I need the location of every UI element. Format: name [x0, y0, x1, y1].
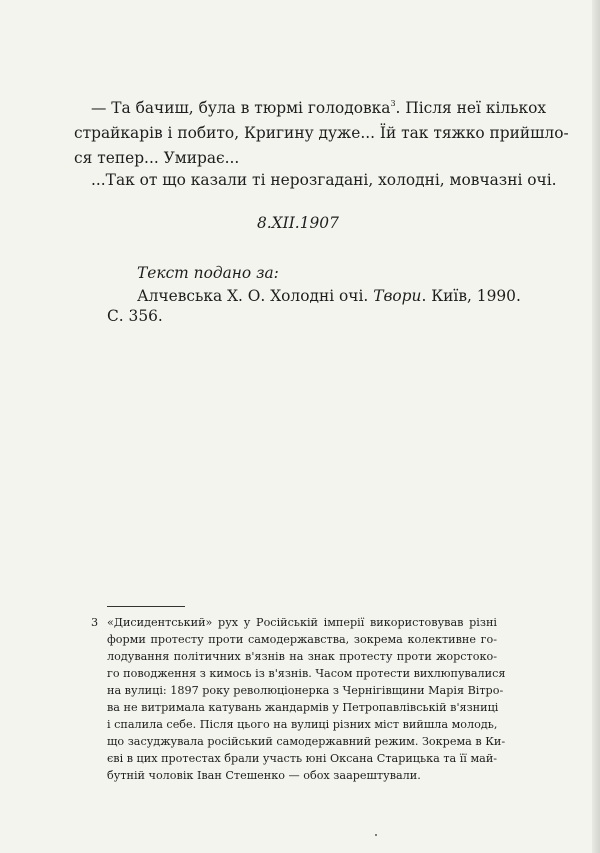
- footnote-line: форми протесту проти самодержавства, зокрема колективне го-: [107, 633, 497, 646]
- footnote-line: лодування політичних в'язнів на знак протесту проти жорстоко-: [107, 650, 497, 663]
- source-citation: [137, 285, 521, 307]
- paper-speck: [375, 834, 377, 836]
- footnote-line: і спалила себе. Після цього на вулиці різних міст вийшла молодь,: [107, 718, 498, 731]
- citation-title: Твори: [373, 287, 422, 305]
- footnote-line: що засуджувала російський самодержавний режим. Зокрема в Ки-: [107, 735, 506, 748]
- body-paragraph-line: ...Так от що казали ті нерозгадані, холодні, мовчазні очі.: [91, 171, 557, 189]
- body-paragraph-line: [91, 97, 547, 119]
- page-edge: [592, 0, 600, 853]
- footnote-line: «Дисидентський» рух у Російській імперії використовував різні: [107, 616, 497, 629]
- footnote-line: го поводження з кимось із в'язнів. Часом протести вихлюпувалися: [107, 667, 506, 680]
- footnote-line: на вулиці: 1897 року революціонерка з Чернігівщини Марія Вітро-: [107, 684, 504, 697]
- body-paragraph-line: ся тепер... Умирає...: [74, 149, 240, 167]
- body-text: . Після неї кількох: [395, 99, 547, 117]
- date-line: 8.XII.1907: [257, 214, 339, 232]
- footnote-number: 3: [91, 616, 99, 629]
- footnote-line: бутній чоловік Іван Стешенко — обох заарештували.: [107, 769, 421, 782]
- footnote-line: єві в цих протестах брали участь юні Оксана Старицька та її май-: [107, 752, 498, 765]
- citation-text: Алчевська Х. О. Холодні очі.: [137, 287, 374, 305]
- footnote-separator: [107, 606, 185, 607]
- body-paragraph-line: страйкарів і побито, Кригину дуже... Їй так тяжко прийшло-: [74, 124, 569, 142]
- footnote-reference[interactable]: 3: [390, 99, 396, 108]
- citation-text: . Київ, 1990.: [421, 287, 521, 305]
- body-text: — Та бачиш, була в тюрмі голодовка: [91, 99, 391, 117]
- source-pages: С. 356.: [107, 307, 163, 325]
- source-label: Текст подано за:: [137, 264, 279, 282]
- footnote-line: ва не витримала катувань жандармів у Петропавлівській в'язниці: [107, 701, 499, 714]
